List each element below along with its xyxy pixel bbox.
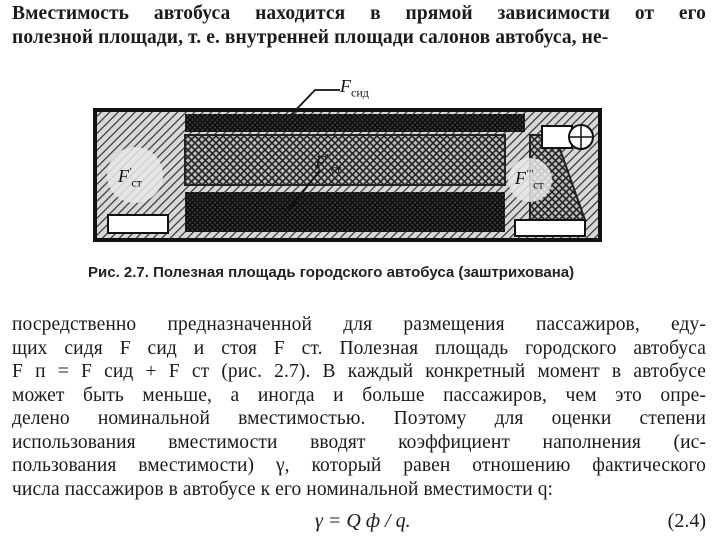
driver-seat [542, 126, 572, 148]
aisle-area [185, 135, 505, 185]
label-f-sid: $F_{сид}$ [340, 76, 369, 100]
bus-floor-plan-figure [90, 76, 630, 255]
body-line-4: может быть меньше, а иногда и больше пассажиров, чем это опре- [12, 384, 706, 406]
rear-door [108, 215, 168, 233]
body-line-2: щих сидя F сид и стоя F ст. Полезная площадь городского автобуса [12, 337, 706, 359]
formula-block [0, 510, 720, 538]
formula-number: (2.4) [667, 510, 706, 532]
body-line-6: использования вместимости вводят коэффициент наполнения (ис- [12, 431, 706, 453]
bottom-seats-area [185, 192, 505, 232]
top-seats-area [185, 114, 525, 132]
body-line-3: F п = F сид + F ст (рис. 2.7). В каждый конкретный момент в автобусе [12, 361, 706, 382]
label-f-st-rear: $F'_{ст}$ [118, 166, 142, 190]
bus-floor-plan-drawing [90, 80, 630, 255]
intro-line-1: Вместимость автобуса находится в прямой зависимости от его [12, 3, 706, 24]
formula-expression: γ = Q ф / q. [315, 510, 411, 532]
body-line-8: числа пассажиров в автобусе к его номинальной вместимости q: [12, 478, 554, 500]
body-paragraph [12, 313, 706, 501]
intro-paragraph [12, 2, 706, 49]
label-f-st-front: $F'''_{ст}$ [515, 168, 544, 192]
label-f-st-middle: $F''_{ст}$ [315, 152, 342, 176]
figure-caption: Рис. 2.7. Полезная площадь городского автобуса (заштрихована) [88, 264, 575, 281]
front-door [515, 220, 585, 236]
body-line-1: посредственно предназначенной для размещения пассажиров, еду- [12, 314, 706, 335]
body-line-7: пользования вместимости) γ, который равен отношению фактического [12, 455, 706, 476]
body-line-5: делено номинальной вместимостью. Поэтому для оценки степени [12, 408, 706, 429]
intro-line-2: полезной площади, т. е. внутренней площади салонов автобуса, не- [12, 26, 609, 48]
